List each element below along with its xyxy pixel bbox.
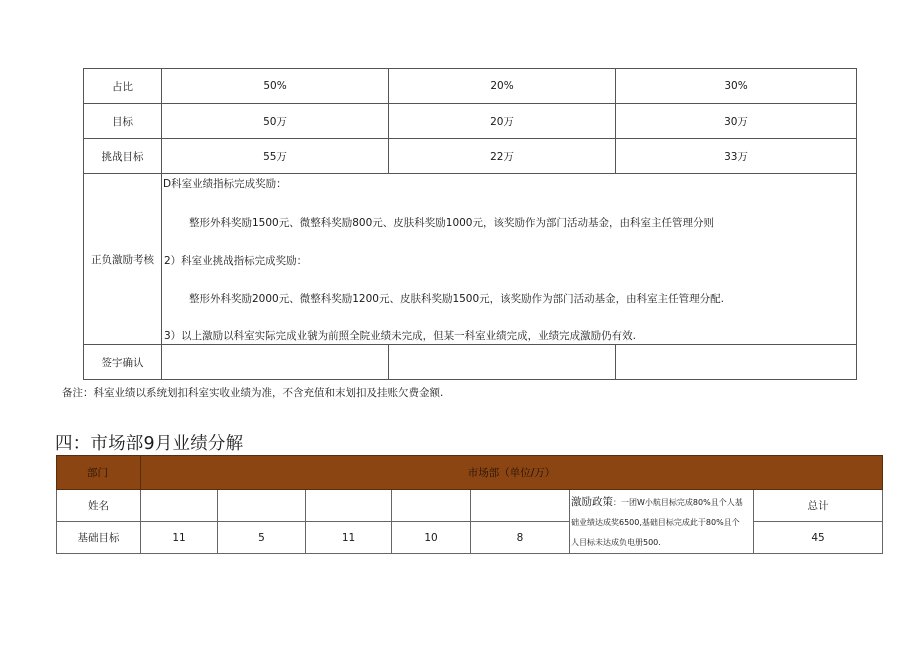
policy-line: 整形外科奖励1500元、微整科奖励800元、皮肤科奖励1000元，该奖励作为部门活动基金，由科室主任管理分则 — [189, 217, 714, 229]
row-label-challenge: 挑战目标 — [84, 139, 162, 174]
policy-line: 整形外科奖励2000元、微整科奖励1200元、皮肤科奖励1500元，该奖励作为部门活动基金，由科室主任管理分配. — [189, 293, 725, 305]
incentive-line: 础业绩达成奖6500,基础目标完成此于80%且个 — [571, 518, 740, 527]
cell: 20% — [389, 69, 616, 104]
section-title: 四：市场部9月业绩分解 — [55, 434, 244, 454]
incentive-policy-row — [84, 174, 857, 345]
policy-line: 3）以上激励以科室实际完成业虢为前照全院业绩未完成，但某一科室业绩完成，业绩完成激励仍有效. — [164, 330, 637, 342]
base-target-row — [57, 522, 883, 554]
base-value: 5 — [218, 522, 306, 554]
incentive-line — [571, 492, 753, 513]
row-label-name: 姓名 — [57, 490, 141, 522]
signature-row — [84, 345, 857, 380]
incentive-policy-text — [162, 174, 857, 345]
row-label-incentive: 正负激励考核 — [84, 174, 162, 345]
performance-target-table — [83, 68, 857, 380]
cell: 50万 — [162, 104, 389, 139]
signature-cell[interactable] — [389, 345, 616, 380]
cell: 50% — [162, 69, 389, 104]
row-label-base: 基础目标 — [57, 522, 141, 554]
remark-note: 备注：科室业绩以系统划扣科室实收业绩为准，不含充值和末划扣及挂账欠费金额. — [62, 387, 444, 399]
total-value: 45 — [754, 522, 883, 554]
incentive-text: ：一团W小航目标完成80%且个人基 — [613, 498, 743, 507]
cell: 55万 — [162, 139, 389, 174]
base-value: 8 — [471, 522, 570, 554]
name-cell[interactable] — [471, 490, 570, 522]
total-label: 总计 — [754, 490, 883, 522]
incentive-head: 激励政策 — [571, 496, 613, 508]
name-cell[interactable] — [392, 490, 471, 522]
cell: 30% — [616, 69, 857, 104]
row-label-signature: 签宇确认 — [84, 345, 162, 380]
name-cell[interactable] — [218, 490, 306, 522]
cell: 33万 — [616, 139, 857, 174]
target-row — [84, 104, 857, 139]
incentive-policy-cell — [570, 490, 754, 554]
header-dept: 部门 — [57, 456, 141, 490]
name-cell[interactable] — [306, 490, 392, 522]
row-label-target: 目标 — [84, 104, 162, 139]
name-row — [57, 490, 883, 522]
cell: 20万 — [389, 104, 616, 139]
challenge-target-row — [84, 139, 857, 174]
base-value: 10 — [392, 522, 471, 554]
ratio-row — [84, 69, 857, 104]
cell: 22万 — [389, 139, 616, 174]
incentive-line: 人目标未达成负电册500. — [571, 538, 661, 547]
signature-cell[interactable] — [162, 345, 389, 380]
marketing-dept-table — [56, 455, 883, 554]
base-value: 11 — [306, 522, 392, 554]
policy-line: D科室业绩指标完成奖励： — [163, 178, 287, 190]
policy-line: 2）科室业挑战指标完成奖励： — [164, 255, 308, 267]
base-value: 11 — [141, 522, 218, 554]
row-label-ratio: 占比 — [84, 69, 162, 104]
name-cell[interactable] — [141, 490, 218, 522]
cell: 30万 — [616, 104, 857, 139]
header-unit: 市场部（单位/万） — [141, 456, 883, 490]
signature-cell[interactable] — [616, 345, 857, 380]
table-header-row — [57, 456, 883, 490]
